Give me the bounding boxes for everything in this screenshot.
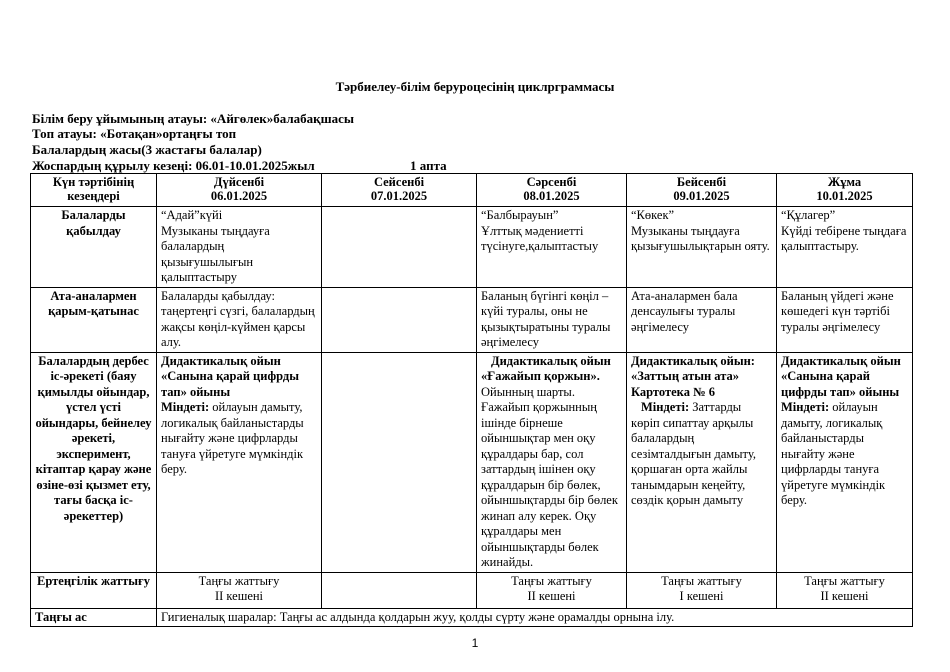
page-number: 1 — [471, 636, 479, 650]
cell-monday: Таңғы жаттығу II кешені — [157, 572, 322, 608]
game-title: Дидактикалық ойын: «Заттың атын ата» — [631, 353, 755, 383]
cell-thursday: Ата-аналармен бала денсаулығы туралы әңгімелесу — [627, 287, 777, 352]
cell-thursday — [627, 352, 777, 572]
cell-monday: Балаларды қабылдау: таңертеңгі сүзгі, балалардың жақсы көңіл-күймен қарсы алу. — [157, 287, 322, 352]
header-cell-tuesday: Сейсенбі 07.01.2025 — [322, 174, 477, 207]
week-label: 1 апта — [410, 158, 447, 173]
breakfast-hygiene-text: Гигиеналық шаралар: Таңғы ас алдында қолдарын жуу, қолды сүрту және орамалды орнына ілу. — [157, 608, 913, 627]
plan-period: Жоспардың құрылу кезеңі: 06.01-10.01.2025жыл — [32, 158, 315, 173]
cell-tuesday — [322, 352, 477, 572]
row-independent-activity — [31, 352, 913, 572]
header-cell-monday: Дүйсенбі 06.01.2025 — [157, 174, 322, 207]
row-label: Ертеңгілік жаттығу — [31, 572, 157, 608]
cell-friday: “Құлагер” Күйді тебірене тыңдаға қалыптастыру. — [777, 207, 913, 288]
cell-friday: Баланың үйдегі және көшедегі күн тәртібі туралы әңгімелесу — [777, 287, 913, 352]
row-label: Балалардың дербес іс-әрекеті (баяу қимылды ойындар, үстел үсті ойындары, бейнелеу әрекеті, эксперимент, кітаптар қарау және өзіне-өзі қызмет ету, тағы басқа іс-әрекеттер) — [31, 352, 157, 572]
game-title: Дидактикалық ойын «Санына қарай цифрды тап» ойыны — [781, 353, 901, 399]
row-parents — [31, 287, 913, 352]
cell-thursday: “Көкек” Музыканы тыңдауға қызығушылықтарын ояту. — [627, 207, 777, 288]
cell-wednesday: Таңғы жаттығу II кешені — [477, 572, 627, 608]
header-row — [31, 174, 913, 207]
row-label: Ата-аналармен қарым-қатынас — [31, 287, 157, 352]
cell-tuesday — [322, 287, 477, 352]
header-cell-wednesday: Сәрсенбі 08.01.2025 — [477, 174, 627, 207]
game-goal: Міндеті: ойлауын дамыту, логикалық байланыстарды нығайту және цифрларды тануға үйретуге мүмкіндік беру. — [781, 400, 886, 507]
cell-monday: “Адай”күйі Музыканы тыңдауға балалардың қызығушылығын қалыптастыру — [157, 207, 322, 288]
cell-tuesday — [322, 207, 477, 288]
header-cell-friday: Жұма 10.01.2025 — [777, 174, 913, 207]
cell-wednesday — [477, 352, 627, 572]
game-goal: Міндеті: Заттарды көріп сипаттау арқылы балалардың сезімталдығын дамыту, қоршаған орта жайлы танымдарын кеңейту, сөздік қорын дамыту — [631, 400, 756, 507]
game-goal: Міндеті: ойлауын дамыту, логикалық байланыстарды нығайту және цифрларды тануға үйретуге мүмкіндік беру. — [161, 400, 304, 476]
row-breakfast — [31, 608, 913, 627]
card-number: Картотека № 6 — [631, 384, 716, 399]
children-age: Балалардың жасы(3 жастағы балалар) — [32, 142, 262, 157]
cell-wednesday: Баланың бүгінгі көңіл – күйі туралы, оны не қызықтыратыны туралы әңгімелесу — [477, 287, 627, 352]
game-description: Ойынның шарты. Ғажайып қоржынның ішінде бірнеше ойыншықтар мен оқу құралдары бар, сол заттардың ішінен оқу құралдарын бір бөлек, ойыншықтарды бір бөлек жинап алу керек. Оқу құралдары мен ойыншықтарды бөлек жинайды. — [481, 384, 618, 569]
header-cell-thursday: Бейсенбі 09.01.2025 — [627, 174, 777, 207]
cell-friday: Таңғы жаттығу II кешені — [777, 572, 913, 608]
cell-tuesday — [322, 572, 477, 608]
document-title: Тәрбиелеу-білім беруроцесінің циклрграммасы — [335, 79, 615, 94]
cell-wednesday: “Балбырауын” Ұлттық мәдениетті түсінуге,қалыптастыу — [477, 207, 627, 288]
schedule-table — [30, 173, 913, 627]
organization-name: Білім беру ұйымының атауы: «Айгөлек»балабақшасы — [32, 111, 355, 126]
group-name: Топ атауы: «Ботақан»ортаңғы топ — [32, 126, 237, 141]
game-title: Дидактикалық ойын «Санына қарай цифрды тап» ойыны — [161, 353, 299, 399]
row-reception — [31, 207, 913, 288]
cell-monday — [157, 352, 322, 572]
game-title: Дидактикалық ойын «Ғажайып қоржын». — [481, 353, 611, 383]
cell-thursday: Таңғы жаттығу I кешені — [627, 572, 777, 608]
row-label: Таңғы ас — [31, 608, 157, 627]
row-morning-exercise — [31, 572, 913, 608]
header-cell-regime: Күн тәртібінің кезеңдері — [31, 174, 157, 207]
cell-friday — [777, 352, 913, 572]
row-label: Балаларды қабылдау — [31, 207, 157, 288]
